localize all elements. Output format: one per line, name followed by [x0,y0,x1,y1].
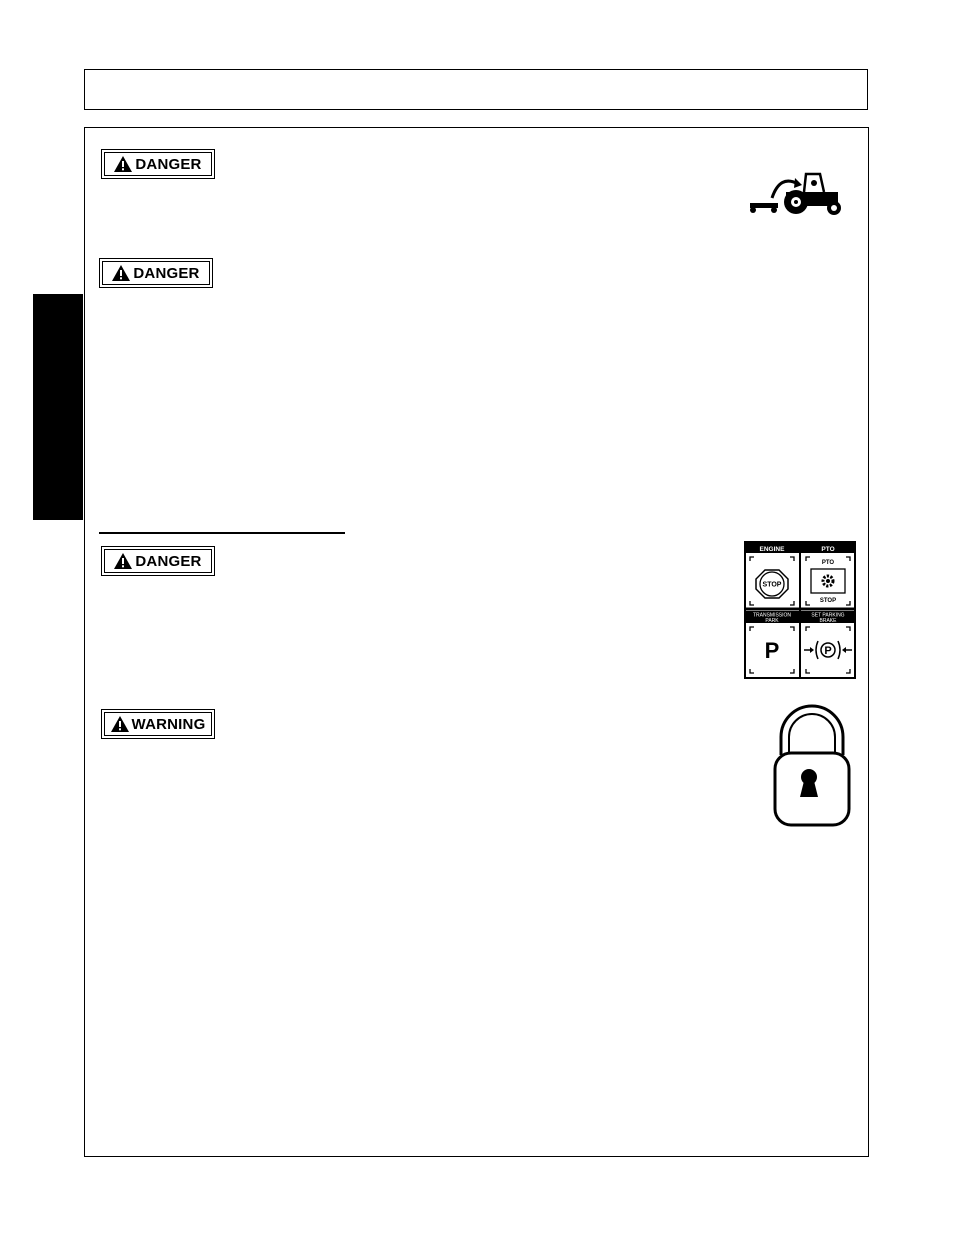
pto-top-text: PTO [821,560,835,566]
pto-label: PTO [821,546,835,553]
pto-stop-text: STOP [819,598,837,604]
danger-badge-2 [99,258,213,288]
warning-triangle-icon [114,553,132,569]
brake-letter: P [824,645,832,657]
header-bar [84,69,868,110]
badge-label: WARNING [131,715,206,733]
warning-triangle-icon [112,265,130,281]
brake-label: BRAKE [819,618,837,624]
park-label: PARK [765,618,779,624]
warning-badge [101,709,215,739]
transmission-label: TRANSMISSION [752,612,792,619]
park-letter: P [764,638,780,663]
warning-triangle-icon [114,156,132,172]
section-side-tab [33,294,83,520]
warning-triangle-icon [111,716,129,732]
tractor-mower-icon [746,170,846,216]
engine-stop-text: STOP [762,581,782,589]
section-divider [99,532,345,534]
padlock-icon [772,703,852,829]
badge-label: DANGER [135,552,202,570]
badge-label: DANGER [135,155,202,173]
shutdown-procedure-decal [744,541,856,679]
set-parking-label: SET PARKING [811,612,845,619]
danger-badge-3 [101,546,215,576]
engine-label: ENGINE [759,546,785,553]
badge-label: DANGER [133,264,200,282]
danger-badge-1 [101,149,215,179]
